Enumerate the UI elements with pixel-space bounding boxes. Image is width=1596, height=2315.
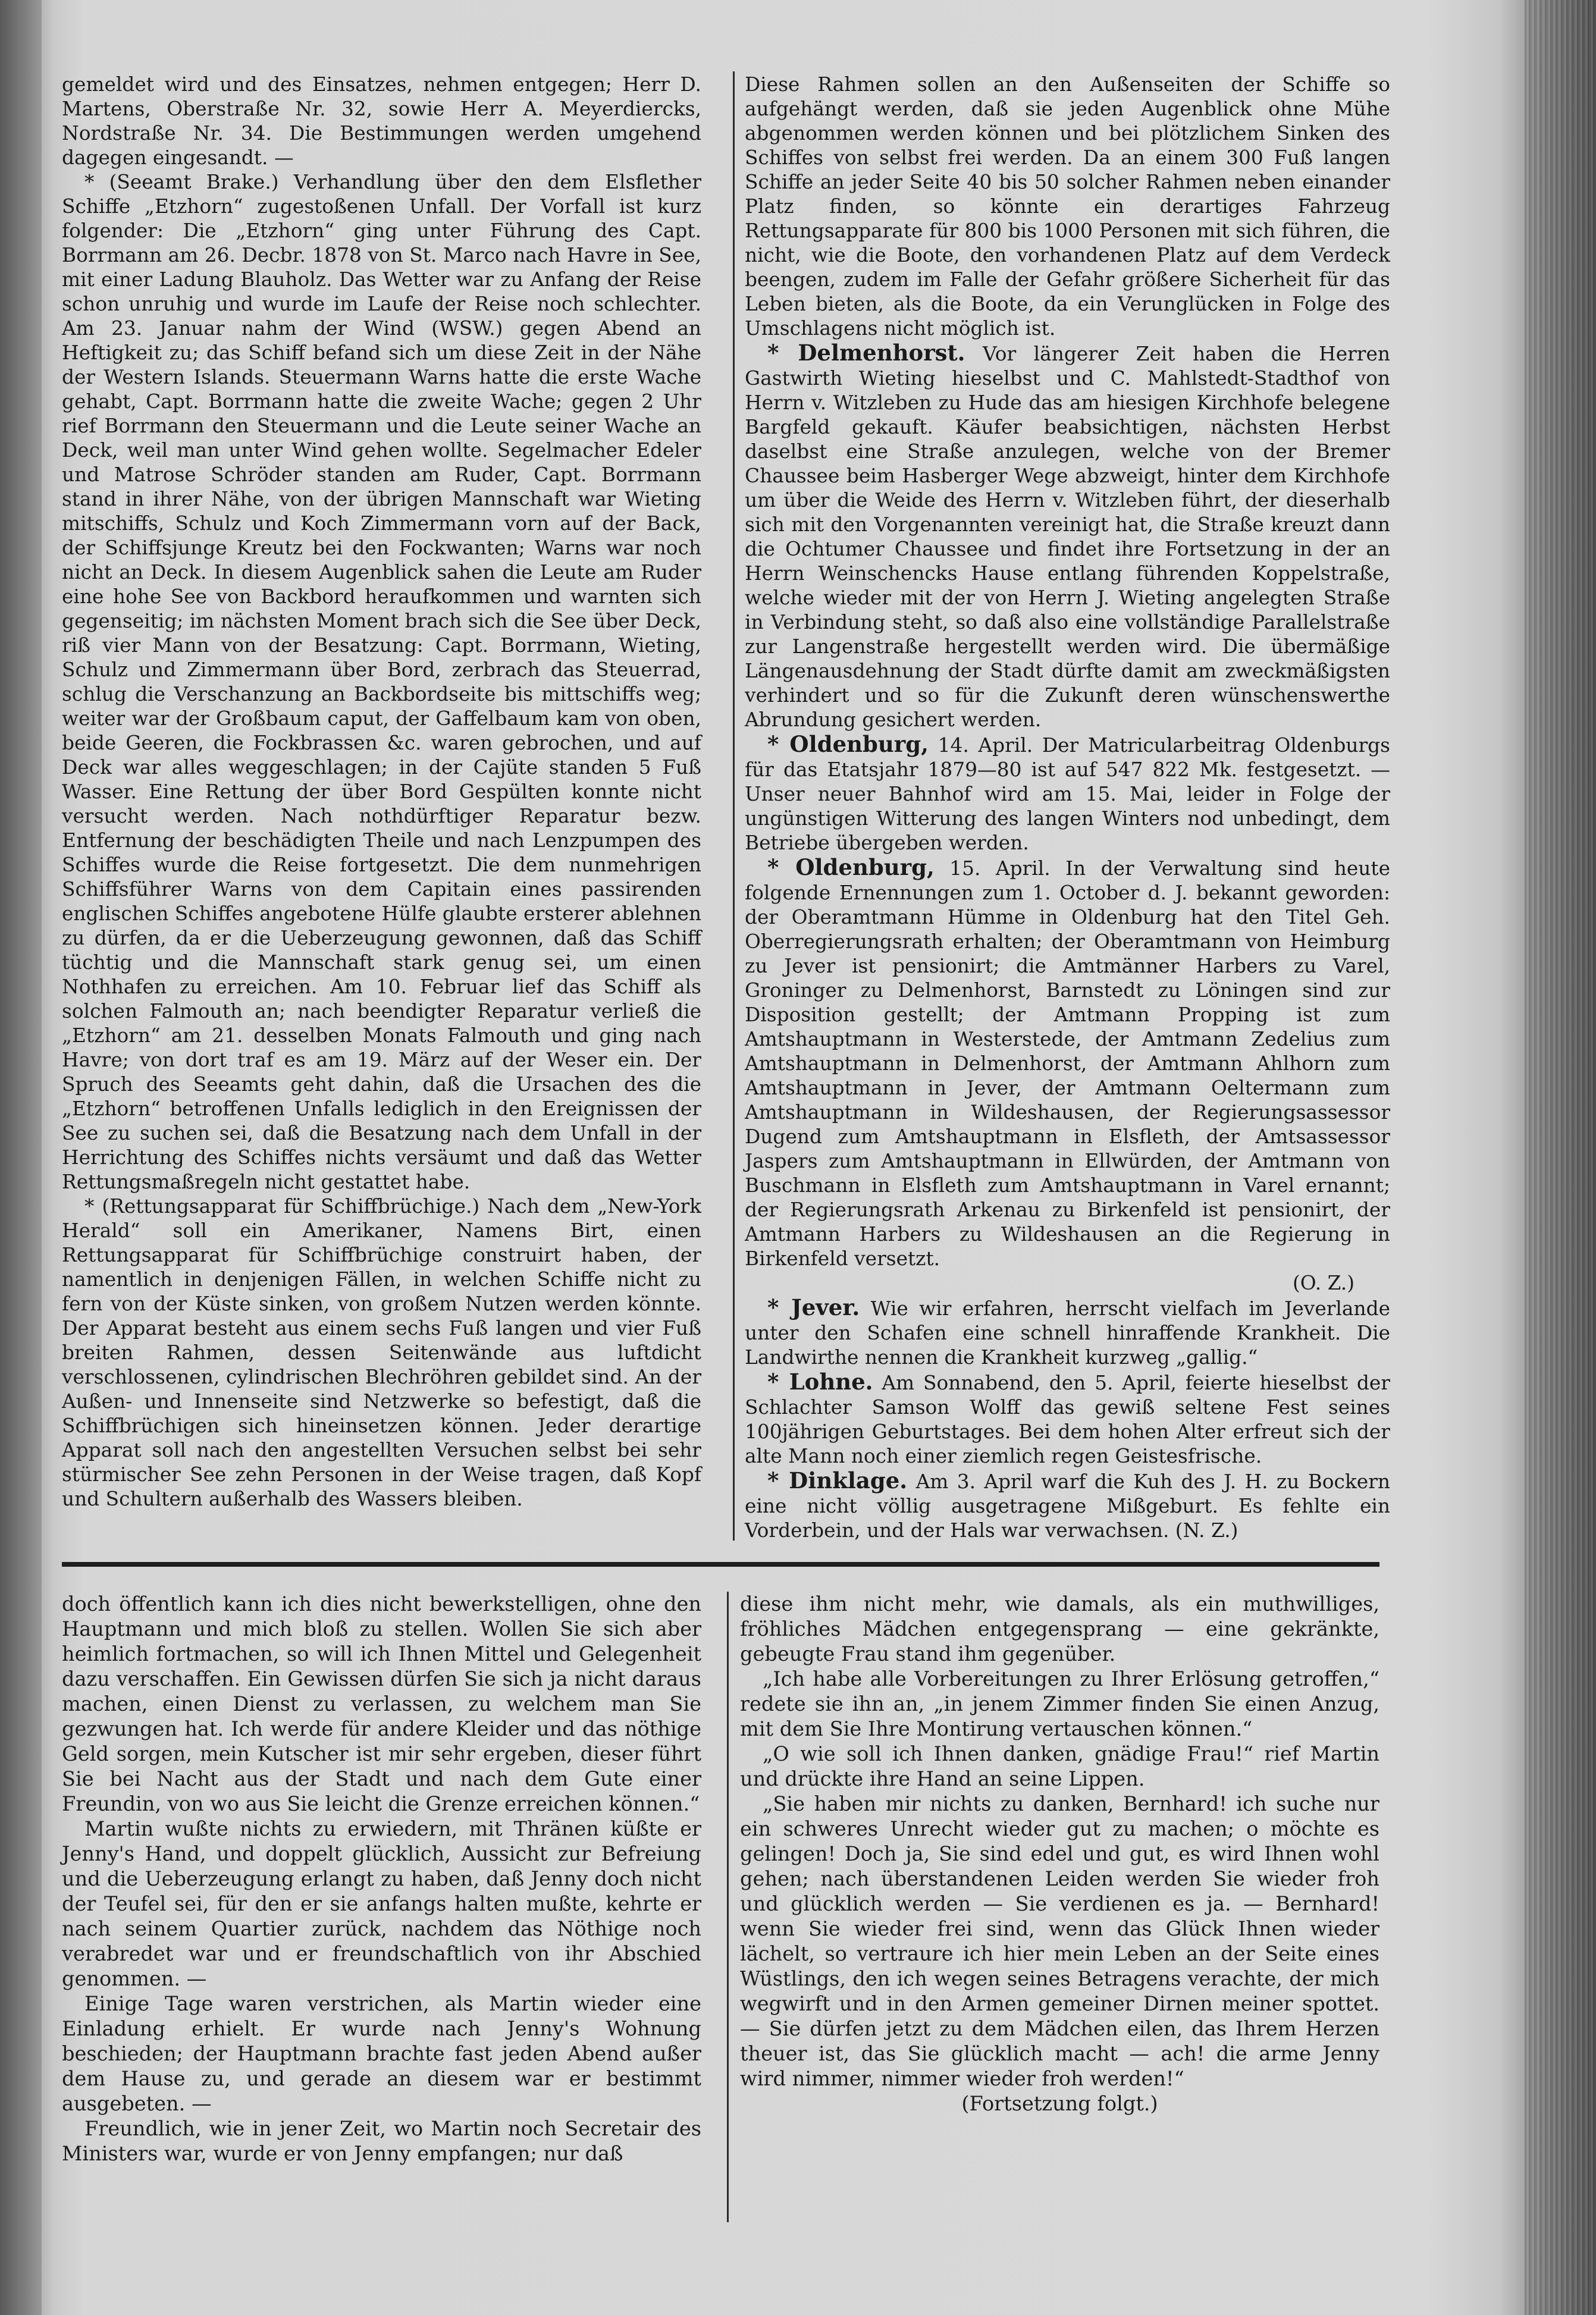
paragraph [740, 1792, 1379, 2091]
paragraph-text: Vor längerer Zeit haben die Herren Gastwirth Wieting hieselbst und C. Mahlstedt-Stadthof von Herrn v. Witzleben zu Hude das am hiesigen Kirchhofe belegene Bargfeld gekauft. Käufer beabsichtigen, nächsten Herbst daselbst eine Straße anzulegen, welche von der Bremer Chaussee beim Hasberger Wege abzweigt, hinter dem Kirchhofe um über die Weide des Herrn v. Witzleben führt, der dieserhalb sich mit den Vorgenannten vereinigt hat, die Straße kreuzt dann die Ochtumer Chaussee und findet ihre Fortsetzung in der an Herrn Weinschencks Hause entlang führenden Koppelstraße, welche wieder mit der von Herrn J. Wieting angelegten Straße in Verbindung steht, so daß also eine vollständige Parallelstraße zur Langenstraße hergestellt werden wird. Die übermäßige Längenausdehnung der Stadt dürfte damit am zweckmäßigsten verhindert und so für die Zukunft deren wünschenswerthe Abrundung gesichert werden. [745, 343, 1390, 731]
paragraph [745, 341, 1390, 732]
dateline-heading: * Oldenburg, [767, 854, 935, 880]
paragraph [740, 1742, 1379, 1792]
paragraph-text: Diese Rahmen sollen an den Außenseiten der Schiffe so aufgehängt werden, daß sie jeden Augenblick ohne Mühe abgenommen werden können und bei plötzlichem Sinken des Schiffes von selbst frei werden. Da an einem 300 Fuß langen Schiffe an jeder Seite 40 bis 50 solcher Rahmen neben einander Platz finden, so könnte ein derartiges Fahrzeug Rettungsapparate für 800 bis 1000 Personen mit sich führen, die nicht, wie die Boote, den vorhandenen Platz auf dem Verdeck beengen, zudem im Falle der Gefahr größere Sicherheit für das Leben bieten, als die Boote, da ein Verunglücken in Folge des Umschlagens nicht möglich ist. [745, 73, 1390, 340]
paragraph [745, 732, 1390, 855]
paragraph-text: Am Sonnabend, den 5. April, feierte hieselbst der Schlachter Samson Wolff das gewiß seltene Fest seines 100jährigen Geburtstages. Bei dem hohen Alter erfreut sich der alte Mann noch einer ziemlich regen Geistesfrische. [745, 1372, 1390, 1467]
paragraph-text: Freundlich, wie in jener Zeit, wo Martin noch Secretair des Ministers war, wurde er von Jenny empfangen; nur daß [62, 2117, 701, 2165]
dateline-heading: * Lohne. [767, 1369, 873, 1395]
paragraph [745, 1370, 1390, 1469]
paragraph-text: „O wie soll ich Ihnen danken, gnädige Frau!“ rief Martin und drückte ihre Hand an seine Lippen. [740, 1742, 1379, 1790]
paragraph-text: * (Seeamt Brake.) Verhandlung über den dem Elsflether Schiffe „Etzhorn“ zugestoßenen Unfall. Der Vorfall ist kurz folgender: Die „Etzhorn“ ging unter Führung des Capt. Borrmann am 26. Decbr. 1878 von St. Marco nach Havre in See, mit einer Ladung Blauholz. Das Wetter war zu Anfang der Reise schon unruhig und wurde im Laufe der Reise noch schlechter. Am 23. Januar nahm der Wind (WSW.) gegen Abend an Heftigkeit zu; das Schiff befand sich um diese Zeit in der Nähe der Western Islands. Steuermann Warns hatte die erste Wache gehabt, Capt. Borrmann hatte die zweite Wache; gegen 2 Uhr rief Borrmann den Steuermann und die Leute seiner Wache an Deck, weil man unter Wind gehen wollte. Segelmacher Edeler und Matrose Schröder standen am Ruder, Capt. Borrmann stand in ihrer Nähe, von der übrigen Mannschaft war Wieting mitschiffs, Schulz und Koch Zimmermann vorn auf der Back, der Schiffsjunge Kreutz bei den Fockwanten; Warns war noch nicht an Deck. In diesem Augenblick sahen die Leute am Ruder eine hohe See von Backbord heraufkommen und warnten sich gegenseitig; im nächsten Moment brach sich die See über Deck, riß vier Mann von der Besatzung: Capt. Borrmann, Wieting, Schulz und Zimmermann über Bord, zerbrach das Steuerrad, schlug die Verschanzung an Backbordseite bis mittschiffs weg; weiter war der Großbaum caput, der Gaffelbaum kam von oben, beide Geeren, die Fockbrassen &c. waren gebrochen, und auf Deck war alles weggeschlagen; in der Cajüte standen 5 Fuß Wasser. Eine Rettung der über Bord Gespülten konnte nicht versucht werden. Nach nothdürftiger Reparatur bezw. Entfernung der beschädigten Theile und nach Lenzpumpen des Schiffes wurde die Reise fortgesetzt. Die dem nunmehrigen Schiffsführer Warns von dem Capitain eines passirenden englischen Schiffes angebotene Hülfe glaubte ersterer ablehnen zu dürfen, da er die Ueberzeugung gewonnen, daß das Schiff tüchtig und die Mannschaft stark genug sei, um einen Nothhafen zu erreichen. Am 10. Februar lief das Schiff als solchen Falmouth an; nach beendigter Reparatur verließ die „Etzhorn“ am 21. desselben Monats Falmouth und ging nach Havre; von dort traf es am 19. März auf der Weser ein. Der Spruch des Seeamts geht dahin, daß die Ursachen des die „Etzhorn“ betroffenen Unfalls lediglich in den Ereignissen der See zu suchen sei, daß die Besatzung nach dem Unfall in der Herrichtung des Schiffes nichts versäumt und daß das Wetter Rettungsmaßregeln nicht gestattet habe. [62, 171, 701, 1193]
paragraph [62, 2116, 701, 2166]
paragraph [745, 1469, 1390, 1543]
paragraph-text: 14. April. Der Matricularbeitrag Oldenburgs für das Etatsjahr 1879—80 ist auf 547 822 Mk. festgesetzt. — Unser neuer Bahnhof wird am 15. Mai, leider in Folge der ungünstigen Witterung des langen Winters nod unbedingt, dem Betriebe übergeben werden. [745, 734, 1390, 854]
column-top-left [62, 73, 701, 1511]
column-divider-top [733, 71, 735, 1541]
paragraph [740, 1667, 1379, 1742]
column-divider-bottom [727, 1592, 729, 2222]
paragraph [62, 1817, 701, 1991]
continuation-note: (Fortsetzung folgt.) [961, 2092, 1158, 2115]
paragraph-text: Einige Tage waren verstrichen, als Martin wieder eine Einladung erhielt. Er wurde nach Jenny's Wohnung beschieden; der Hauptmann brachte fast jeden Abend außer dem Hause zu, und gerade an diesem war er bestimmt ausgebeten. — [62, 1992, 701, 2115]
paragraph-text: * (Rettungsapparat für Schiffbrüchige.) Nach dem „New-York Herald“ soll ein Amerikaner, Namens Birt, einen Rettungsapparat für Schiffbrüchige construirt haben, der namentlich in denjenigen Fällen, in welchen Schiffe nicht zu fern von der Küste sinken, von großem Nutzen werden könnte. Der Apparat besteht aus einem sechs Fuß langen und vier Fuß breiten Rahmen, dessen Seitenwände aus luftdicht verschlossenen, cylindrischen Blechröhren gebildet sind. An der Außen- und Innenseite sind Netzwerke so befestigt, daß die Schiffbrüchigen sich hineinsetzen können. Jeder derartige Apparat soll nach den angestellten Versuchen selbst bei sehr stürmischer See zehn Personen in der Weise tragen, daß Kopf und Schultern außerhalb des Wassers bleiben. [62, 1195, 701, 1510]
paragraph-text: gemeldet wird und des Einsatzes, nehmen entgegen; Herr D. Martens, Oberstraße Nr. 32, sowie Herr A. Meyerdiercks, Nordstraße Nr. 34. Die Bestimmungen werden umgehend dagegen eingesandt. — [62, 73, 701, 169]
dateline-heading: * Jever. [767, 1294, 860, 1320]
paragraph [745, 73, 1390, 341]
column-top-right [745, 73, 1390, 1543]
paragraph-text: Wie wir erfahren, herrscht vielfach im Jeverlande unter den Schafen eine schnell hinraffende Krankheit. Die Landwirthe nennen die Krankheit kurzweg „gallig.“ [745, 1297, 1390, 1369]
paragraph [62, 1592, 701, 1817]
paragraph [745, 855, 1390, 1271]
paragraph-text: Martin wußte nichts zu erwiedern, mit Thränen küßte er Jenny's Hand, und doppelt glücklich, Aussicht zur Befreiung und die Ueberzeugung erlangt zu haben, daß Jenny doch nicht der Teufel sei, für den er sie anfangs halten mußte, kehrte er nach seinem Quartier zurück, nachdem das Nöthige noch verabredet war und er freundschaftlich von ihr Abschied genommen. — [62, 1817, 701, 1990]
paragraph-text: Am 3. April warf die Kuh des J. H. zu Bockern eine nicht völlig ausgetragene Mißgeburt. Es fehlte ein Vorderbein, und der Hals war verwachsen. (N. Z.) [745, 1470, 1391, 1542]
paragraph [62, 170, 701, 1194]
dateline-heading: * Delmenhorst. [767, 340, 965, 366]
paragraph-text: 15. April. In der Verwaltung sind heute folgende Ernennungen zum 1. October d. J. bekannt geworden: der Oberamtmann Hümme in Oldenburg hat den Titel Geh. Oberregierungsrath erhalten; der Oberamtmann von Heimburg zu Jever ist pensionirt; die Amtmänner Harbers zu Varel, Groninger zu Delmenhorst, Barnstedt zu Löningen sind zur Disposition gestellt; der Amtmann Propping ist zum Amtshauptmann in Westerstede, der Amtmann Zedelius zum Amtshauptmann in Delmenhorst, der Amtmann Ahlhorn zum Amtshauptmann in Jever, der Amtmann Oeltermann zum Amtshauptmann in Wildeshausen, der Regierungsassessor Dugend zum Amtshauptmann in Elsfleth, der Amtsassessor Jaspers zum Amtshauptmann in Ellwürden, der Amtmann von Buschmann in Elsfleth zum Amtshauptmann in Varel ernannt; der Regierungsrath Arkenau zu Birkenfeld ist pensionirt, der Amtmann Harbers zu Wildeshausen an die Regierung in Birkenfeld versetzt. [745, 857, 1390, 1270]
section-rule [62, 1562, 1379, 1567]
paragraph [745, 1295, 1390, 1370]
page-stack-edge [1525, 0, 1596, 2315]
paragraph-text: doch öffentlich kann ich dies nicht bewerkstelligen, ohne den Hauptmann und mich bloß zu stellen. Wollen Sie sich aber heimlich fortmachen, so will ich Ihnen Mittel und Gelegenheit dazu verschaffen. Ein Gewissen dürfen Sie sich ja nicht daraus machen, einen Dienst zu verlassen, zu welchem man Sie gezwungen hat. Ich werde für andere Kleider und das nöthige Geld sorgen, mein Kutscher ist mir sehr ergeben, dieser führt Sie bei Nacht aus der Stadt und nach dem Gute einer Freundin, von wo aus Sie leicht die Grenze erreichen können.“ [62, 1592, 701, 1815]
paragraph-text: „Ich habe alle Vorbereitungen zu Ihrer Erlösung getroffen,“ redete sie ihn an, „in jenem Zimmer finden Sie einen Anzug, mit dem Sie Ihre Montirung vertauschen können.“ [740, 1667, 1379, 1740]
dateline-heading: * Oldenburg, [767, 731, 929, 757]
paragraph [740, 1592, 1379, 1667]
binding-shadow [0, 0, 42, 2315]
column-bottom-right [740, 1592, 1379, 2116]
paragraph [62, 73, 701, 170]
paragraph-text: diese ihm nicht mehr, wie damals, als ein muthwilliges, fröhliches Mädchen entgegensprang — eine gekränkte, gebeugte Frau stand ihm gegenüber. [740, 1592, 1379, 1665]
source-attribution: (O. Z.) [1292, 1272, 1354, 1294]
paragraph [62, 1991, 701, 2116]
column-bottom-left [62, 1592, 701, 2166]
paragraph-text: „Sie haben mir nichts zu danken, Bernhard! ich suche nur ein schweres Unrecht wieder gut zu machen; o möchte es gelingen! Doch ja, Sie sind edel und gut, es wird Ihnen wohl gehen; nach überstandenen Leiden werden Sie wieder froh und glücklich werden — Sie verdienen es ja. — Bernhard! wenn Sie wieder frei sind, wenn das Glück Ihnen wieder lächelt, so vertraure ich hier mein Leben an der Seite eines Wüstlings, den ich wegen seines Betragens verachte, der mich wegwirft und in den Armen gemeiner Dirnen meiner spottet. — Sie dürfen jetzt zu dem Mädchen eilen, das Ihrem Herzen theuer ist, das Sie glücklich macht — ach! die arme Jenny wird nimmer, nimmer wieder froh werden!“ [740, 1792, 1379, 2090]
paragraph [62, 1194, 701, 1511]
dateline-heading: * Dinklage. [767, 1467, 908, 1494]
